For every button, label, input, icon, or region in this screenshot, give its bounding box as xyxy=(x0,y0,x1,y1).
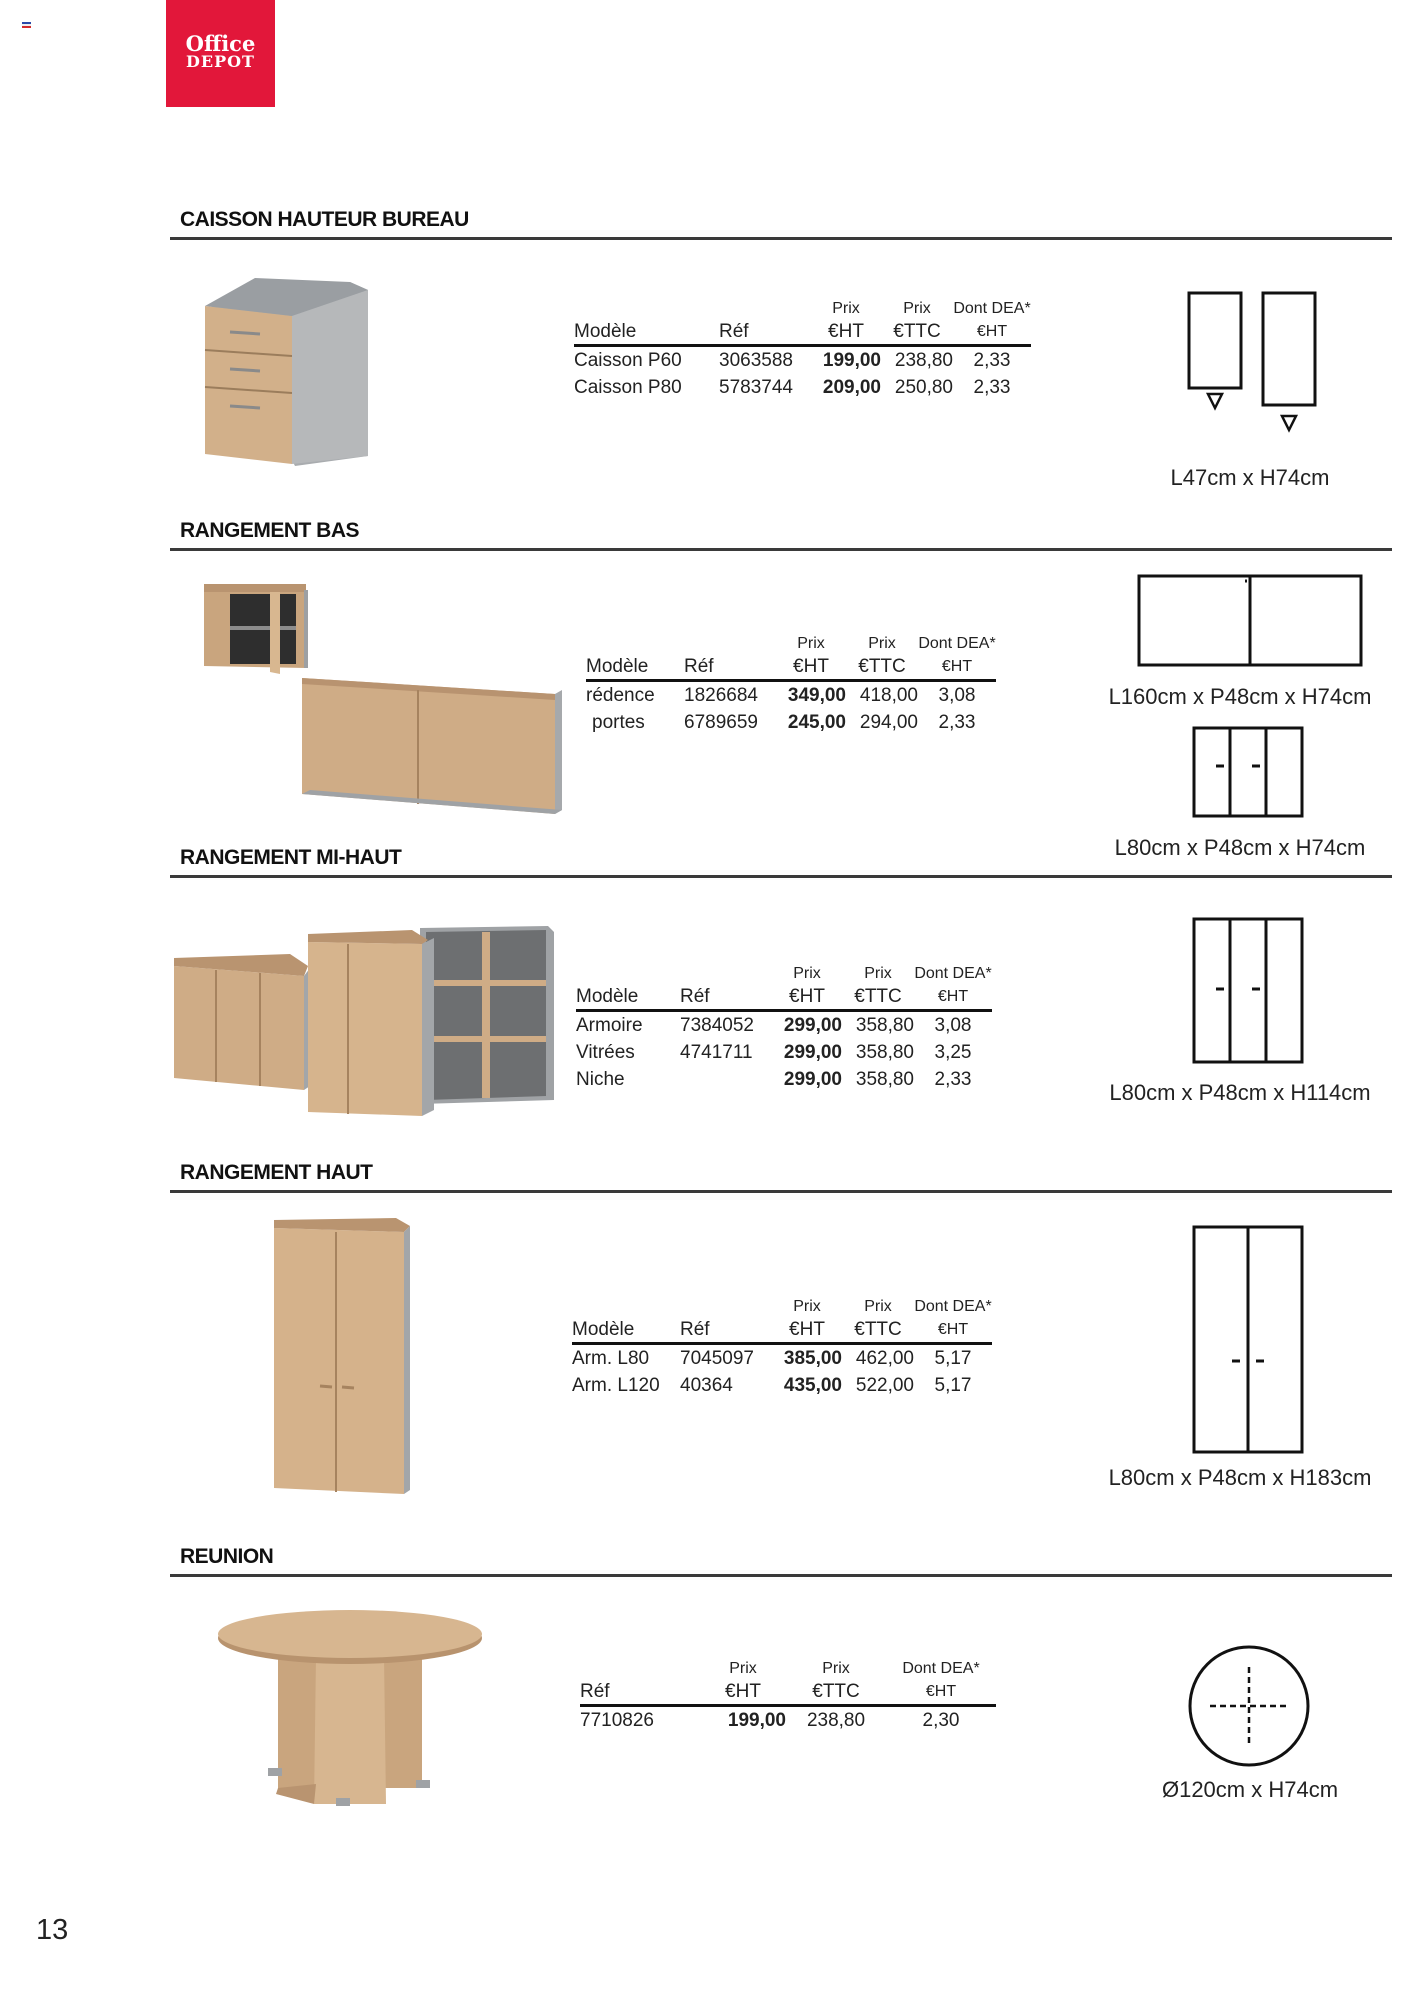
header-prix-ht: Prix xyxy=(729,1660,757,1677)
header-ttc: €TTC xyxy=(786,1680,886,1706)
cell-model: Caisson P80 xyxy=(574,377,682,398)
cell-price-ht: 299,00 xyxy=(783,1015,842,1036)
dimension-label: L160cm x P48cm x H74cm xyxy=(1108,684,1372,709)
price-table-caisson xyxy=(574,298,1031,401)
cell-ref: 40364 xyxy=(680,1375,733,1396)
header-dea: Dont DEA* xyxy=(902,1660,980,1677)
price-table-rangement-bas xyxy=(586,633,996,736)
header-ref: Réf xyxy=(719,320,811,346)
header-dea: Dont DEA* xyxy=(914,965,992,982)
header-ref: Réf xyxy=(580,1680,700,1706)
cell-ref: 6789659 xyxy=(684,712,758,733)
table-row xyxy=(586,681,996,710)
header-dea: Dont DEA* xyxy=(914,1298,992,1315)
price-table-rangement-mi-haut xyxy=(576,963,992,1093)
section-title-rangement-bas: RANGEMENT BAS xyxy=(180,519,360,542)
table-row xyxy=(572,1372,992,1399)
cell-price-ht: 385,00 xyxy=(783,1348,842,1369)
header-model: Modèle xyxy=(586,655,684,681)
cell-dea: 2,33 xyxy=(973,350,1011,371)
header-ht: €HT xyxy=(772,985,842,1011)
cell-ref: 5783744 xyxy=(719,377,793,398)
cell-price-ht: 199,00 xyxy=(822,350,881,371)
cell-ref xyxy=(680,1066,772,1093)
cell-price-ht: 435,00 xyxy=(783,1375,842,1396)
dimension-label: L80cm x P48cm x H114cm xyxy=(1109,1080,1371,1105)
cell-price-ttc: 238,80 xyxy=(894,350,953,371)
header-prix-ht: Prix xyxy=(832,300,860,317)
cell-price-ttc: 358,80 xyxy=(855,1042,914,1063)
cell-price-ttc: 238,80 xyxy=(806,1710,866,1731)
cell-dea: 2,33 xyxy=(938,712,976,733)
header-dea-unit: €HT xyxy=(886,1680,996,1706)
dimension-label: L80cm x P48cm x H183cm xyxy=(1108,1465,1372,1490)
cell-model: Caisson P60 xyxy=(574,350,682,371)
table-row xyxy=(576,1066,992,1093)
header-ht: €HT xyxy=(772,1318,842,1344)
header-prix-ttc: Prix xyxy=(903,300,931,317)
cell-dea: 2,30 xyxy=(922,1710,960,1731)
cell-price-ht: 245,00 xyxy=(787,712,846,733)
section-divider xyxy=(170,875,1392,878)
low-storage-image xyxy=(200,576,560,821)
table-row xyxy=(574,374,1031,401)
header-model: Modèle xyxy=(572,1318,680,1344)
cell-price-ttc: 522,00 xyxy=(855,1375,914,1396)
table-row xyxy=(576,1039,992,1066)
cell-price-ht: 299,00 xyxy=(783,1069,842,1090)
cell-ref: 3063588 xyxy=(719,350,793,371)
header-dea-unit: €HT xyxy=(953,320,1031,346)
section-title-rangement-haut: RANGEMENT HAUT xyxy=(180,1161,373,1184)
header-dea-unit: €HT xyxy=(918,655,996,681)
cell-ref: 7384052 xyxy=(680,1015,754,1036)
section-divider xyxy=(170,1574,1392,1577)
header-dea-unit: €HT xyxy=(914,1318,992,1344)
header-prix-ht: Prix xyxy=(797,635,825,652)
cell-dea: 5,17 xyxy=(934,1348,972,1369)
section-title-rangement-mi-haut: RANGEMENT MI-HAUT xyxy=(180,846,402,869)
header-ht: €HT xyxy=(811,320,881,346)
mid-height-diagram xyxy=(1190,916,1310,1066)
header-ref: Réf xyxy=(684,655,776,681)
cell-price-ttc: 358,80 xyxy=(855,1069,914,1090)
header-model: Modèle xyxy=(574,320,719,346)
header-dea-unit: €HT xyxy=(914,985,992,1011)
cell-dea: 2,33 xyxy=(973,377,1011,398)
cell-model: Arm. L120 xyxy=(572,1375,660,1396)
language-flag-icon[interactable] xyxy=(22,22,31,28)
price-table-reunion xyxy=(580,1658,996,1734)
dimension-label: L80cm x P48cm x H74cm xyxy=(1114,835,1366,860)
tall-cabinet-image xyxy=(270,1216,420,1500)
section-divider xyxy=(170,237,1392,240)
price-table-rangement-haut xyxy=(572,1296,992,1399)
cell-price-ht: 299,00 xyxy=(783,1042,842,1063)
table-row xyxy=(574,346,1031,375)
dimension-label: Ø120cm x H74cm xyxy=(1161,1777,1339,1802)
tall-cabinet-diagram xyxy=(1190,1224,1310,1456)
cell-price-ht: 209,00 xyxy=(822,377,881,398)
cell-ref: 4741711 xyxy=(680,1042,753,1063)
header-ht: €HT xyxy=(700,1680,786,1706)
cell-price-ttc: 250,80 xyxy=(894,377,953,398)
header-prix-ht: Prix xyxy=(793,1298,821,1315)
header-dea: Dont DEA* xyxy=(918,635,996,652)
table-row xyxy=(580,1706,996,1735)
cell-ref: 1826684 xyxy=(684,685,758,706)
cell-dea: 3,25 xyxy=(934,1042,972,1063)
header-prix-ttc: Prix xyxy=(864,965,892,982)
cell-price-ttc: 294,00 xyxy=(859,712,918,733)
header-prix-ttc: Prix xyxy=(864,1298,892,1315)
header-ttc: €TTC xyxy=(846,655,918,681)
logo-line-1: Office xyxy=(185,31,256,56)
caisson-image xyxy=(200,276,370,472)
cell-dea: 3,08 xyxy=(938,685,976,706)
logo-line-2: DEPOT xyxy=(186,52,255,71)
dimension-label: L47cm x H74cm xyxy=(1170,465,1330,490)
header-ht: €HT xyxy=(776,655,846,681)
cell-model: rédence xyxy=(586,685,655,706)
cell-model: Niche xyxy=(576,1069,625,1090)
cell-price-ttc: 462,00 xyxy=(855,1348,914,1369)
section-divider xyxy=(170,1190,1392,1193)
header-ttc: €TTC xyxy=(881,320,953,346)
page-number: 13 xyxy=(36,1914,69,1946)
cell-price-ht: 349,00 xyxy=(787,685,846,706)
office-depot-logo xyxy=(166,0,275,107)
cell-model: Vitrées xyxy=(576,1042,635,1063)
table-row xyxy=(586,709,996,736)
section-divider xyxy=(170,548,1392,551)
section-title-caisson: CAISSON HAUTEUR BUREAU xyxy=(180,208,469,231)
table-row xyxy=(572,1344,992,1373)
header-ttc: €TTC xyxy=(842,985,914,1011)
header-ttc: €TTC xyxy=(842,1318,914,1344)
header-prix-ttc: Prix xyxy=(868,635,896,652)
cell-dea: 5,17 xyxy=(934,1375,972,1396)
cell-ref: 7710826 xyxy=(580,1710,654,1731)
section-title-reunion: REUNION xyxy=(180,1545,274,1568)
cell-dea: 2,33 xyxy=(934,1069,972,1090)
cell-price-ht: 199,00 xyxy=(727,1710,786,1731)
header-ref: Réf xyxy=(680,985,772,1011)
header-ref: Réf xyxy=(680,1318,772,1344)
caisson-diagram xyxy=(1186,290,1316,440)
mid-height-storage-image xyxy=(172,918,558,1124)
cell-model: portes xyxy=(592,712,645,733)
round-table-diagram xyxy=(1186,1643,1312,1769)
cell-dea: 3,08 xyxy=(934,1015,972,1036)
cell-model: Arm. L80 xyxy=(572,1348,650,1369)
header-dea: Dont DEA* xyxy=(953,300,1031,317)
header-model: Modèle xyxy=(576,985,680,1011)
header-prix-ttc: Prix xyxy=(822,1660,850,1677)
cell-ref: 7045097 xyxy=(680,1348,754,1369)
cell-price-ttc: 358,80 xyxy=(855,1015,914,1036)
table-row xyxy=(576,1011,992,1040)
cell-model: Armoire xyxy=(576,1015,643,1036)
round-table-image xyxy=(216,1608,486,1818)
cell-price-ttc: 418,00 xyxy=(859,685,918,706)
header-prix-ht: Prix xyxy=(793,965,821,982)
